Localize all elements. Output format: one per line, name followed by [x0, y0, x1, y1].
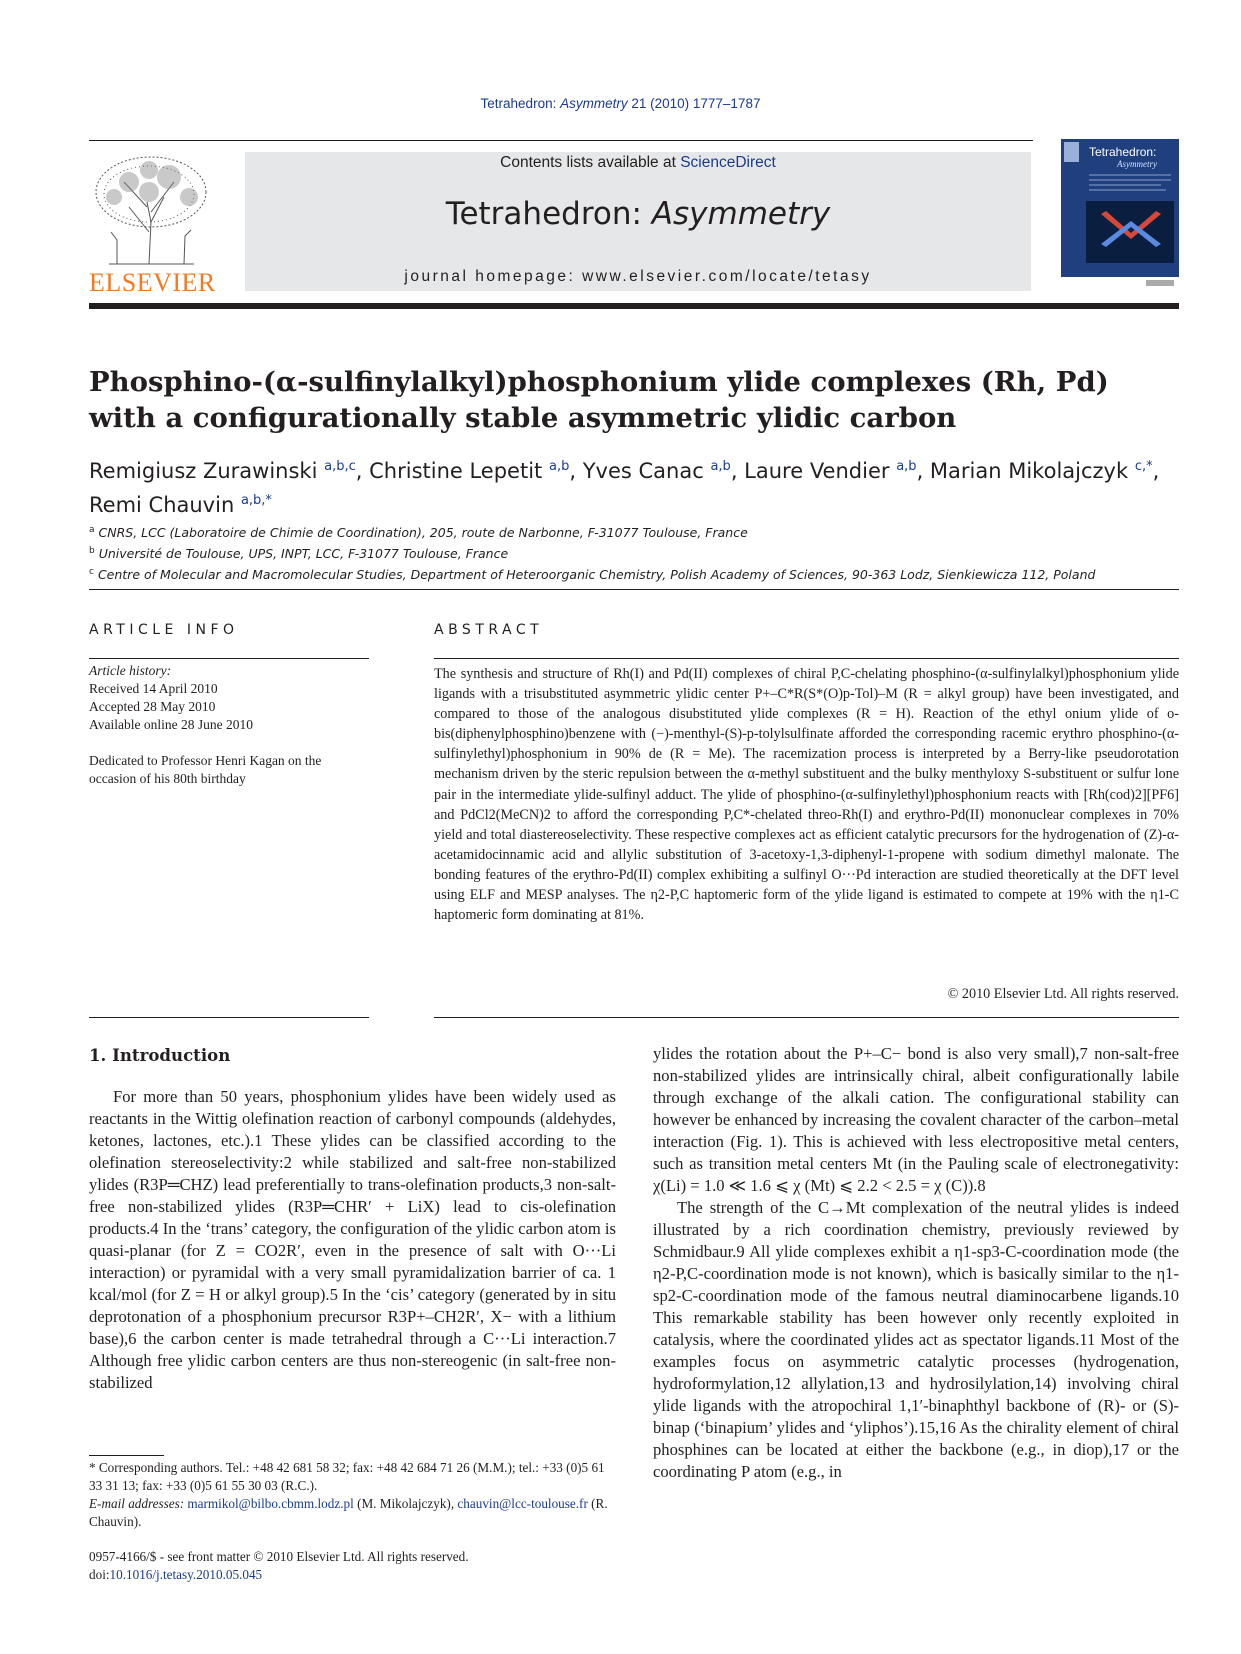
author: Laure Vendier $^{a,b}$	[744, 459, 917, 483]
article-title: Phosphino-(α-sulfinylalkyl)phosphonium ylide complexes (Rh, Pd) with a configurationally stable asymmetric ylidic carbon	[89, 366, 1109, 434]
front-matter: 0957-4166/$ - see front matter © 2010 Elsevier Ltd. All rights reserved. doi:10.1016/j.tetasy.2010.05.045	[89, 1549, 469, 1582]
affiliation-rule	[89, 589, 1179, 590]
article-info-heading: ARTICLE INFO	[89, 622, 239, 638]
affiliation: $^b$ Université de Toulouse, UPS, INPT, LCC, F-31077 Toulouse, France	[89, 546, 509, 562]
abstract-heading: ABSTRACT	[434, 622, 544, 638]
elsevier-wordmark: ELSEVIER	[89, 268, 216, 297]
body-column-right	[653, 1043, 1179, 1483]
section-heading: 1. Introduction	[89, 1045, 231, 1065]
abstract-rule	[434, 658, 1179, 659]
cover-subtitle: Asymmetry	[1117, 159, 1157, 169]
author: Marian Mikolajczyk $^{c,*}$	[929, 459, 1153, 483]
email-link[interactable]: marmikol@bilbo.cbmm.lodz.pl	[187, 1496, 354, 1511]
cover-title: Tetrahedron:	[1089, 145, 1157, 159]
header-thick-rule	[89, 303, 1179, 309]
paragraph: The strength of the C→Mt complexation of the neutral ylides is indeed illustrated by a rich coordination chemistry, previously reviewed by Schmidbaur.9 All ylide complexes exhibit a η1-sp3-C-coordination mode (the η2-P,C-coordination mode is not known), which is basically similar to the η1-sp2-C-coordination mode of the famous neutral diaminocarbene ligands.10 This remarkable stability has been however only recently exploited in catalysis, where the coordinated ylides act as spectator ligands.11 Most of the examples focus on asymmetric catalytic processes (hydrogenation, hydroformylation,12 allylation,13 and hydrosilylation,14) involving chiral ylide ligands with the atropochiral 1,1′-binaphthyl backbone of (R)- or (S)-binap (‘binapium’ ylides and ‘yliphos’).15,16 As the chirality element of chiral phosphines can be located at either the backbone (e.g., in diop),17 or the coordinating P atom (e.g., in	[653, 1198, 1179, 1481]
footnotes	[89, 1459, 616, 1531]
paragraph: For more than 50 years, phosphonium ylides have been widely used as reactants in the Wittig olefination reaction of carbonyl compounds (aldehydes, ketones, lactones, etc.).1 These ylides can be classified according to the olefination stereoselectivity:2 while stabilized and salt-free non-stabilized ylides (R3P═CHZ) lead preferentially to trans-olefination products,3 non-salt-free non-stabilized ylides (R3P═CHR′ + LiX) lead to cis-olefination products.4 In the ‘trans’ category, the configuration of the ylidic carbon atom is quasi-planar (for Z = CO2R′, even in the presence of salt with O···Li interaction) or pyramidal with a very small pyramidalization barrier of ca. 1 kcal/mol (for Z = H or alkyl group).5 In the ‘cis’ category (generated by in situ deprotonation of a phosphonium precursor R3P+–CH2R′, X− with a lithium base),6 the carbon center is made tetrahedral through a C···Li interaction.7 Although free ylidic carbon centers are thus non-stereogenic (in salt-free non-stabilized	[89, 1087, 616, 1392]
author: Remi Chauvin $^{a,b,*}$	[89, 493, 272, 517]
email-addresses: E-mail addresses: marmikol@bilbo.cbmm.lodz.pl (M. Mikolajczyk), chauvin@lcc-toulouse.fr (R. Chauvin).	[89, 1496, 608, 1529]
author: Remigiusz Zurawinski $^{a,b,c}$	[89, 459, 356, 483]
affiliation: $^c$ Centre of Molecular and Macromolecular Studies, Department of Heteroorganic Chemistry, Polish Academy of Sciences, 90-363 Lodz, Sienkiewicza 112, Poland	[89, 567, 1096, 583]
author-list: Remigiusz Zurawinski $^{a,b,c}$, Christine Lepetit $^{a,b}$, Yves Canac $^{a,b}$, Laure Vendier $^{a,b}$, Marian Mikolajczyk $^{c,*}$, Remi Chauvin $^{a,b,*}$	[89, 459, 1160, 517]
sciencedirect-link[interactable]: ScienceDirect	[680, 154, 776, 171]
article-info-rule	[89, 658, 369, 659]
abstract-text: The synthesis and structure of Rh(I) and Pd(II) complexes of chiral P,C-chelating phosphino-(α-sulfinylalkyl)phosphonium ylide ligands with a trisubstituted asymmetric ylidic center P+–C*R(S*(O)p-Tol)–M (R = alkyl group) have been investigated, and compared to those of the analogous disubstituted ylide complexes (R = H). Reaction of the ethyl onium ylide of o-bis(diphenylphosphino)benzene with (−)-menthyl-(S)-p-tolylsulfinate afforded the corresponding racemic erythro phosphino-(α-sulfinylethyl)phosphonium in 90% de (R = Me). The racemization process is interpreted by a Berry-like pseudorotation mechanism driven by the steric repulsion between the α-methyl substituent and the bulky menthyloxy S-substituent or sulfur lone pair in the intermediate ylide-sulfinyl adduct. The ylide of phosphino-(α-sulfinylethyl)phosphonium reacts with [Rh(cod)2][PF6] and PdCl2(MeCN)2 to afford the corresponding P,C*-chelated threo-Rh(I) and erythro-Pd(II) mononuclear complexes in 70% yield and total diastereoselectivity. These respective complexes act as efficient catalytic precursors for the hydrogenation of (Z)-α-acetamidocinnamic acid and allylic substitution of 3-acetoxy-1,3-diphenyl-1-propene with sodium dimethyl malonate. The bonding features of the erythro-Pd(II) complex exhibiting a sulfinyl O···Pd interaction are studied theoretically at the DFT level using ELF and MESP analyses. The η2-P,C haptomeric form of the ylide ligand is estimated to compete at 19% with the η1-C haptomeric form dominating at 81%.	[434, 666, 1179, 924]
article-info-bottom-rule	[89, 1017, 369, 1018]
dedication: Dedicated to Professor Henri Kagan on the occasion of his 80th birthday	[89, 753, 322, 786]
author: Christine Lepetit $^{a,b}$	[369, 459, 570, 483]
journal-homepage[interactable]: journal homepage: www.elsevier.com/locate/tetasy	[404, 268, 872, 285]
email-link[interactable]: chauvin@lcc-toulouse.fr	[457, 1496, 588, 1511]
doi-link[interactable]: 10.1016/j.tetasy.2010.05.045	[109, 1567, 263, 1582]
author: Yves Canac $^{a,b}$	[582, 459, 731, 483]
journal-title: Tetrahedron: Asymmetry	[445, 196, 831, 232]
footnote-rule	[89, 1455, 164, 1456]
body-column-left	[89, 1086, 616, 1394]
affiliations	[89, 521, 1179, 584]
abstract-bottom-rule	[434, 1017, 1179, 1018]
header-rule	[89, 140, 1033, 141]
affiliation: $^a$ CNRS, LCC (Laboratoire de Chimie de Coordination), 205, route de Narbonne, F-31077 Toulouse, France	[89, 525, 748, 541]
journal-cover-thumbnail	[1061, 139, 1179, 289]
corresponding-author-note: * Corresponding authors. Tel.: +48 42 681 58 32; fax: +48 42 684 71 26 (M.M.); tel.: +33 (0)5 61 33 31 13; fax: +33 (0)5 61 55 30 03 (R.C.).	[89, 1460, 605, 1493]
article-info: Article history: Received 14 April 2010 Accepted 28 May 2010 Available online 28 June 2010 Dedicated to Professor Henri Kagan on the occasion of his 80th birthday	[89, 662, 369, 788]
paragraph: ylides the rotation about the P+–C− bond is also very small),7 non-salt-free non-stabilized ylides are intrinsically chiral, albeit configurationally labile through exchange of the alkali cation. The configurational stability can however be enhanced by increasing the covalent character of the carbon–metal interaction (Fig. 1). This is achieved with less electropositive metal centers, such as transition metal centers Mt (in the Pauling scale of electronegativity: χ(Li) = 1.0 ≪ 1.6 ⩽ χ (Mt) ⩽ 2.2 < 2.5 = χ (C)).8	[653, 1044, 1179, 1195]
contents-line: Contents lists available at ScienceDirect	[500, 154, 776, 171]
journal-reference[interactable]: Tetrahedron: Asymmetry 21 (2010) 1777–1787	[480, 96, 761, 111]
copyright: © 2010 Elsevier Ltd. All rights reserved.	[947, 986, 1179, 1002]
